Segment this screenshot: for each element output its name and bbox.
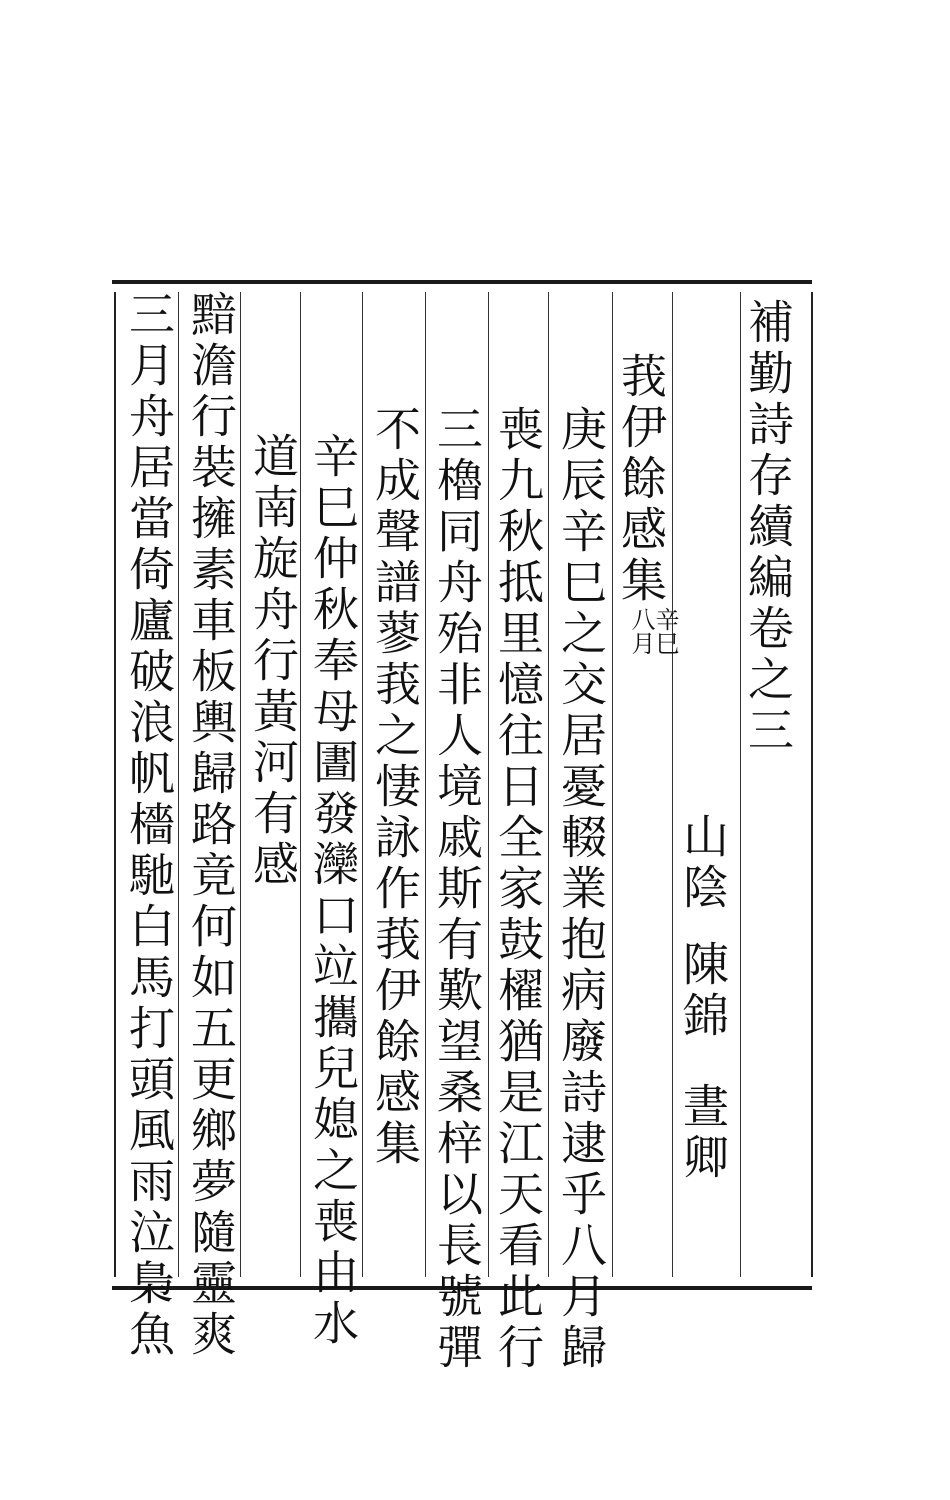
poem-title-2: 道南旋舟行黃河有感 [246,432,300,891]
collection-title-line [614,352,679,655]
preface-line-3: 三櫓同舟殆非人境戚斯有歎望桑梓以長號彈 [430,405,484,1374]
collection-title: 莪伊餘感集 [614,352,668,607]
column-rule [612,292,613,1277]
outer-rule-right [811,292,813,1277]
author-place: 山陰 [676,812,730,914]
column-rule [548,292,549,1277]
collection-note: 辛巳 八月 [627,607,679,655]
column-rule [362,292,363,1277]
column-rule [425,292,426,1277]
outer-rule-left [114,292,116,1277]
column-rule [178,292,179,1277]
author-surname: 陳 [676,940,730,991]
poem-title-1: 辛巳仲秋奉母圕發灤口竝攜兒媳之喪由水 [306,432,360,1350]
volume-title: 補勤詩存續編卷之三 [741,298,795,757]
author-name: 錦 [676,991,730,1042]
preface-line-2: 喪九秋抵里憶往日全家鼓櫂猶是江天看此行 [491,405,545,1374]
column-rule [488,292,489,1277]
column-rule [300,292,301,1277]
preface-line-1: 庚辰辛巳之交居憂輟業抱病廢詩逮乎八月歸 [554,405,608,1374]
column-rule [240,292,241,1277]
poem-line-2: 三月舟居當倚廬破浪帆檣馳白馬打頭風雨泣梟魚 [122,290,176,1361]
poem-line-1: 黯澹行裝擁素車板輿歸路竟何如五更鄉夢隨靈爽 [184,290,238,1361]
author-line [676,812,730,1184]
author-courtesy: 晝卿 [676,1082,730,1184]
preface-line-4: 不成聲譜蓼莪之悽詠作莪伊餘感集 [368,405,422,1170]
